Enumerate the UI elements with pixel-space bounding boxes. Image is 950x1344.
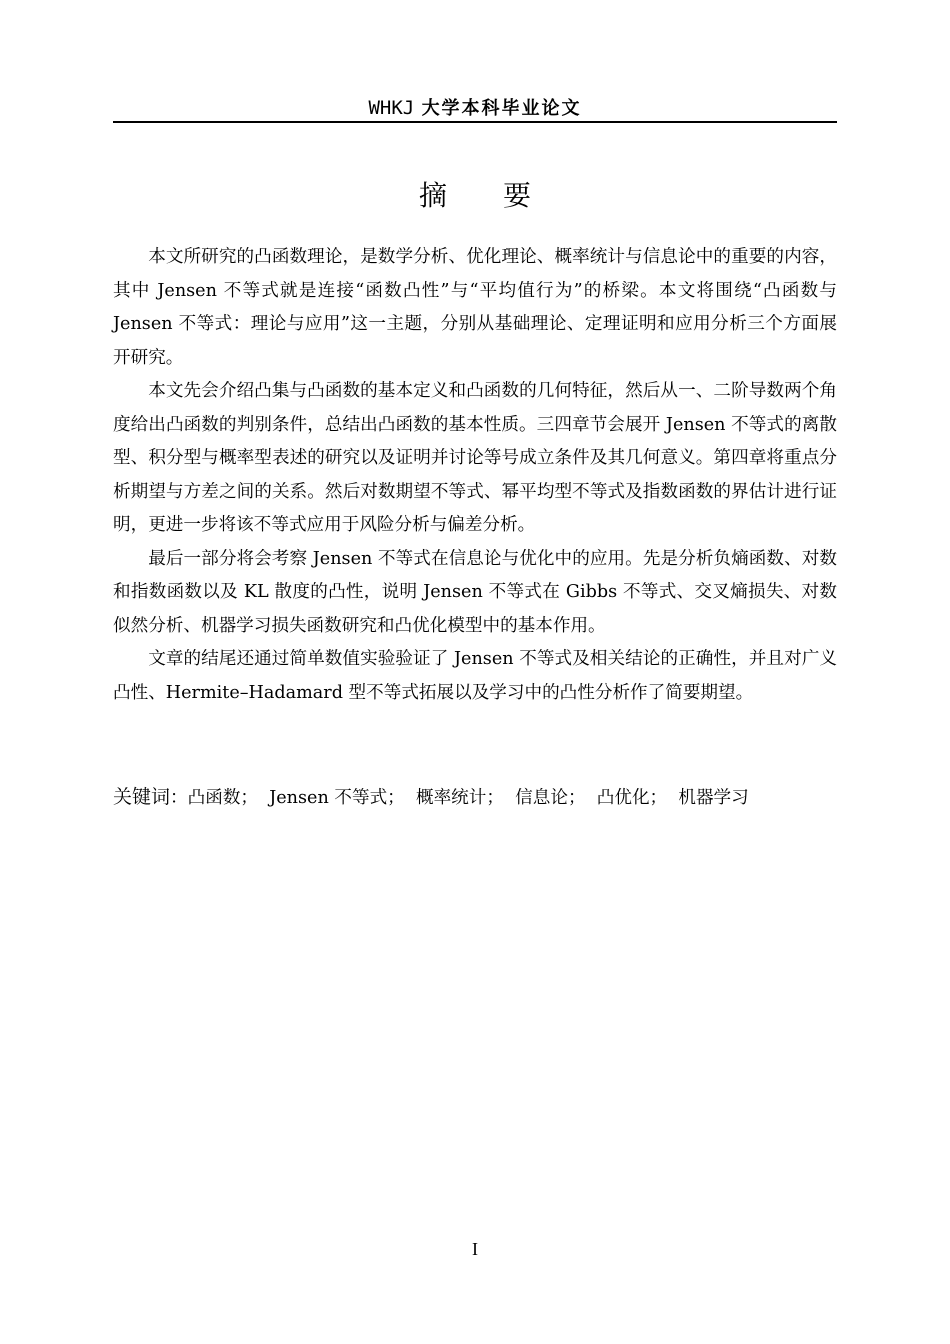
running-header bbox=[113, 92, 837, 122]
header-institution-code: WHKJ bbox=[368, 97, 415, 119]
keywords-line bbox=[113, 782, 837, 813]
page-title bbox=[113, 174, 837, 218]
keyword-item: 凸函数 bbox=[187, 788, 241, 808]
abstract-paragraph-4: 文章的结尾还通过简单数值实验验证了 Jensen 不等式及相关结论的正确性，并且对广义凸性、Hermite–Hadamard 型不等式拓展以及学习中的凸性分析作了简要期望。 bbox=[113, 649, 837, 703]
keyword-separator: ； bbox=[649, 788, 668, 808]
abstract-paragraph-1: 本文所研究的凸函数理论，是数学分析、优化理论、概率统计与信息论中的重要的内容，其中 Jensen 不等式就是连接“函数凸性”与“平均值行为”的桥梁。本文将围绕“凸函数与 Jensen 不等式：理论与应用”这一主题，分别从基础理论、定理证明和应用分析三个方面展开研究。 bbox=[113, 247, 837, 368]
title-char-2: 要 bbox=[502, 179, 531, 212]
header-document-type: 大学本科毕业论文 bbox=[421, 98, 582, 119]
keyword-item: Jensen 不等式 bbox=[269, 788, 388, 808]
keyword-separator: ； bbox=[240, 788, 259, 808]
keyword-separator: ； bbox=[486, 788, 504, 808]
page-number: I bbox=[472, 1239, 478, 1259]
abstract-paragraph-2: 本文先会介绍凸集与凸函数的基本定义和凸函数的几何特征，然后从一、二阶导数两个角度给出凸函数的判别条件，总结出凸函数的基本性质。三四章节会展开 Jensen 不等式的离散型、积分型与概率型表述的研究以及证明并讨论等号成立条件及其几何意义。第四章将重点分析期望与方差之间的关系。然后对数期望不等式、幂平均型不等式及指数函数的界估计进行证明，更进一步将该不等式应用于风险分析与偏差分析。 bbox=[113, 381, 837, 535]
abstract-paragraph-3: 最后一部分将会考察 Jensen 不等式在信息论与优化中的应用。先是分析负熵函数、对数和指数函数以及 KL 散度的凸性，说明 Jensen 不等式在 Gibbs 不等式、交叉熵损失、对数似然分析、机器学习损失函数研究和凸优化模型中的基本作用。 bbox=[113, 548, 837, 636]
title-char-1: 摘 bbox=[418, 179, 447, 212]
keyword-item: 凸优化 bbox=[596, 788, 650, 808]
keyword-item: 概率统计 bbox=[415, 788, 487, 808]
abstract-body bbox=[113, 241, 837, 710]
keywords-colon: ： bbox=[170, 788, 188, 808]
keyword-item: 信息论 bbox=[515, 788, 568, 808]
header-divider bbox=[113, 121, 837, 123]
keyword-item: 机器学习 bbox=[678, 788, 749, 808]
keyword-separator: ； bbox=[567, 788, 586, 808]
keywords-label: 关键词 bbox=[113, 786, 171, 808]
keyword-separator: ； bbox=[387, 788, 405, 808]
